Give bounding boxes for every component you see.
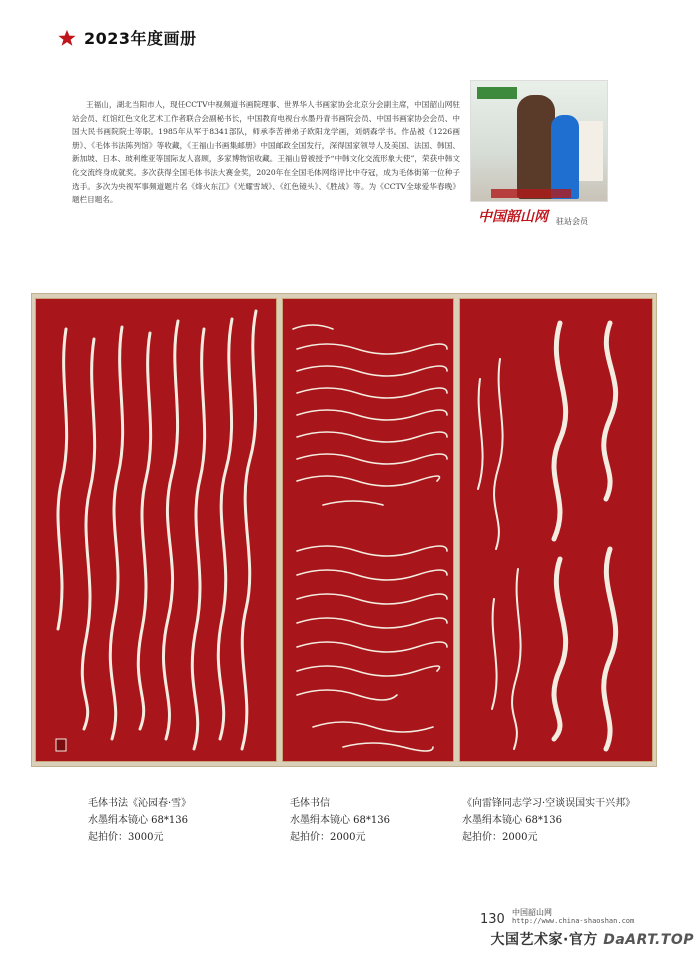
calligraphy-artwork-letter bbox=[282, 298, 454, 762]
page-number: 130 bbox=[480, 912, 505, 927]
footer-site-url: http://www.china-shaoshan.com bbox=[512, 917, 635, 925]
artwork-price: 起拍价：2000元 bbox=[290, 832, 366, 843]
calligraphy-artwork-leifeng bbox=[459, 298, 653, 762]
artwork-price: 起拍价：2000元 bbox=[462, 832, 538, 843]
watermark-en: DaART.TOP bbox=[603, 932, 694, 948]
calligraphy-gallery bbox=[31, 293, 657, 767]
artwork-medium: 水墨绢本镜心 68*136 bbox=[290, 815, 390, 826]
artwork-medium: 水墨绢本镜心 68*136 bbox=[462, 815, 562, 826]
star-icon bbox=[58, 29, 76, 47]
calligraphy-strokes bbox=[283, 299, 454, 762]
artist-photo bbox=[470, 80, 608, 202]
watermark bbox=[491, 929, 694, 949]
artwork-title: 《向雷锋同志学习·空谈误国实干兴邦》 bbox=[462, 798, 636, 809]
page-title: 2023年度画册 bbox=[84, 29, 197, 48]
artwork-caption-1 bbox=[88, 795, 191, 846]
member-label: 驻站会员 bbox=[556, 217, 588, 226]
artwork-price: 起拍价：3000元 bbox=[88, 832, 164, 843]
artwork-medium: 水墨绢本镜心 68*136 bbox=[88, 815, 188, 826]
artwork-title: 毛体书法《沁园春·雪》 bbox=[88, 798, 192, 809]
footer-site-name: 中国韶山网 bbox=[512, 908, 552, 917]
calligraphy-artwork-qinyuanchun bbox=[35, 298, 277, 762]
watermark-cn: 大国艺术家·官方 bbox=[490, 932, 598, 948]
artwork-caption-3 bbox=[462, 795, 635, 846]
artwork-title: 毛体书信 bbox=[290, 798, 330, 809]
calligraphy-strokes bbox=[36, 299, 277, 762]
shaoshan-logo: 中国韶山网 bbox=[478, 209, 548, 225]
member-photo-card bbox=[470, 80, 606, 230]
calligraphy-strokes bbox=[460, 299, 653, 762]
artist-biography: 王福山，湖北当阳市人，现任CCTV中视频道书画院理事、世界华人书画家协会北京分会副主席，中国韶山网驻站会员、红馆红色文化艺术工作者联合会副秘书长，中国教育电视台水墨丹青书画院会员、中国书画家协会会员、中国大民书画院院士等职。1985年从军于8341部队，师承李苦禅弟子欧阳龙学画，刘炳森学书。作品被《1226画册》、《毛体书法陈列馆》等收藏，《王福山书画集邮册》中国邮政全国发行，深得国家领导人及美国、法国、韩国、新加坡、日本、玻利维亚等国际友人喜顾，多家博物馆收藏。王福山曾被授予“中韩文化交流形象大使”，荣获中韩文化交流终身成就奖。多次获得全国毛体书法大赛金奖，2020年在全国毛体网络评比中夺冠，成为毛体街第一位种子选手。多次为央视军事频道题片名《烽火东江》《光耀雪域》、《红色镜头》、《胜战》等。为《CCTV全球爱华春晚》题栏目题名。 bbox=[72, 100, 460, 205]
page-header bbox=[58, 26, 197, 49]
artwork-caption-2 bbox=[290, 795, 390, 846]
